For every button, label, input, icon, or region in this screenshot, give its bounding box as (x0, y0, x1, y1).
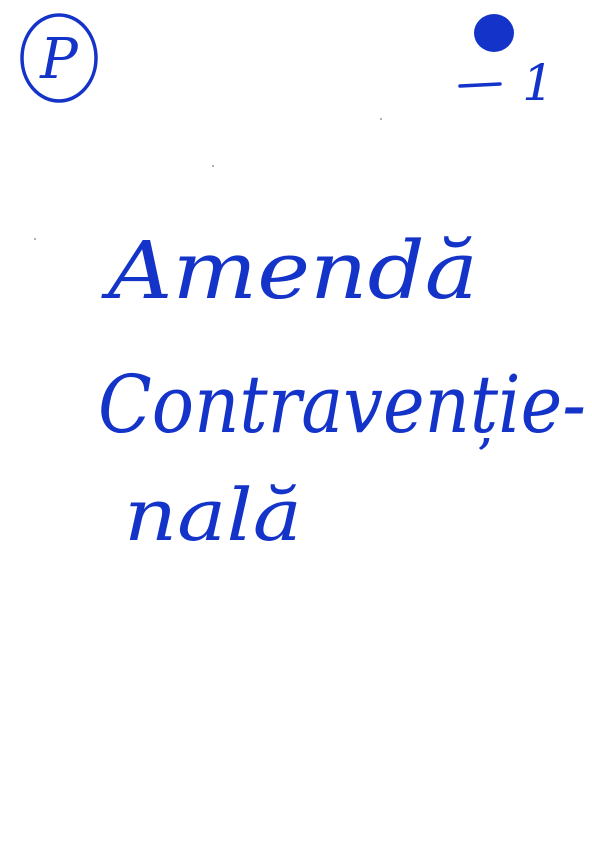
page-number: 1 (522, 54, 554, 112)
title-block (98, 224, 586, 557)
title-line-1: Amendă (100, 224, 479, 317)
scan-speck (380, 118, 382, 120)
title-line-2: Contravenție- (98, 358, 586, 451)
scan-speck (34, 238, 36, 240)
title-line-3: nală (124, 473, 302, 557)
scan-speck (212, 165, 214, 167)
circled-letter-badge (22, 15, 96, 101)
page-number-mark (460, 14, 554, 112)
underline-dash (460, 84, 500, 86)
badge-letter: P (40, 27, 78, 92)
